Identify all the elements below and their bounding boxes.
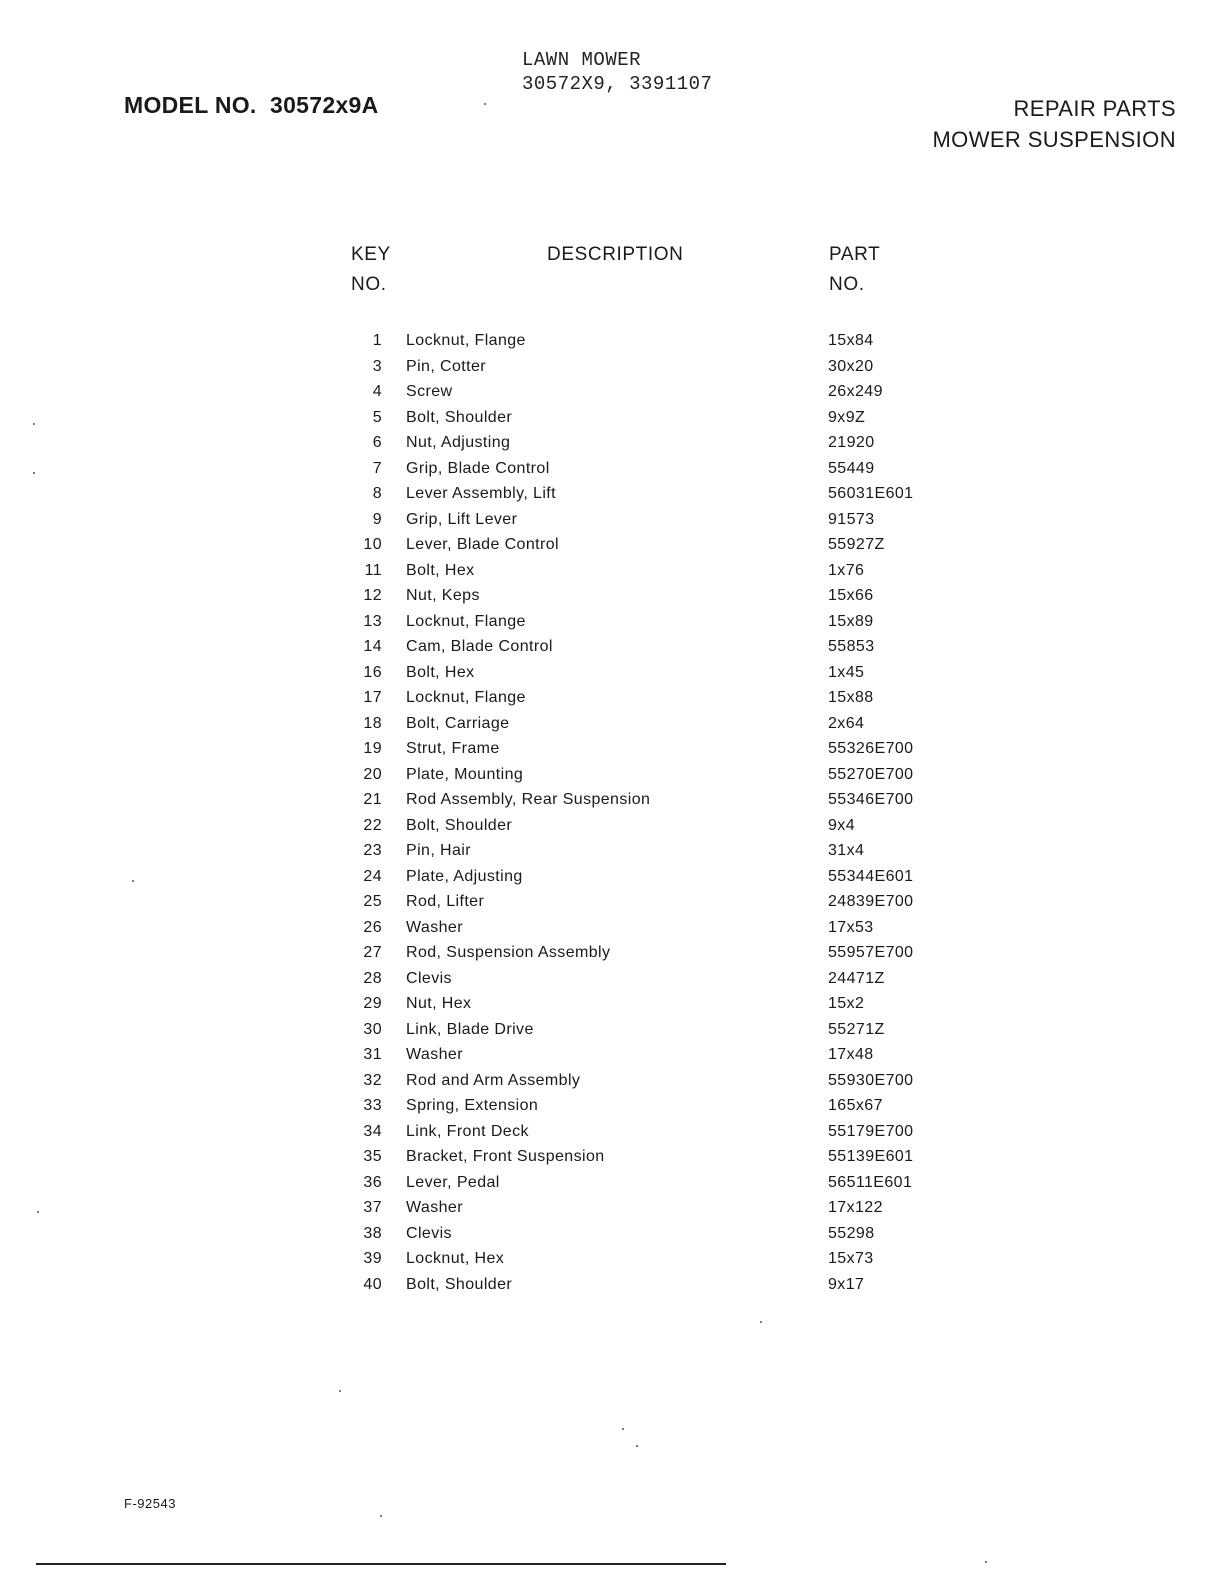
part-number: 15x66 (828, 587, 874, 604)
scan-speck (132, 880, 134, 882)
part-description: Grip, Blade Control (406, 459, 550, 477)
table-row (340, 328, 980, 354)
key-number: 18 (363, 714, 382, 732)
part-number: 55139E601 (828, 1148, 914, 1165)
key-number: 28 (363, 969, 382, 987)
key-number: 34 (363, 1122, 382, 1140)
part-description: Nut, Adjusting (406, 434, 511, 451)
part-description: Locknut, Flange (406, 612, 526, 630)
part-number: 55927Z (828, 536, 885, 553)
key-column-header (351, 240, 391, 300)
part-number: 55270E700 (828, 765, 914, 783)
part-number: 55344E601 (828, 867, 914, 885)
table-row (340, 1093, 980, 1119)
model-number: MODEL NO. 30572x9A (124, 92, 379, 118)
key-number: 9 (372, 510, 382, 528)
table-row (340, 940, 980, 966)
part-description: Strut, Frame (406, 740, 500, 757)
table-row (340, 354, 980, 380)
section-subtitle: MOWER SUSPENSION (932, 127, 1176, 152)
key-number: 7 (372, 459, 382, 477)
part-description: Washer (406, 1046, 463, 1063)
part-number: 55957E700 (828, 944, 914, 961)
part-number: 2x64 (828, 714, 865, 732)
key-number: 4 (372, 383, 382, 400)
part-description: Washer (406, 1199, 463, 1216)
product-title-block (522, 48, 712, 96)
scan-speck (33, 423, 35, 425)
table-row (340, 1119, 980, 1145)
part-number: 17x122 (828, 1199, 883, 1216)
part-number: 24471Z (828, 969, 885, 987)
table-row (340, 558, 980, 584)
key-number: 26 (363, 918, 382, 936)
part-number: 55326E700 (828, 740, 914, 757)
part-description: Lever Assembly, Lift (406, 485, 556, 502)
table-row (340, 966, 980, 992)
scan-speck (33, 472, 35, 474)
table-row (340, 660, 980, 686)
table-row (340, 838, 980, 864)
section-title: REPAIR PARTS (1013, 96, 1176, 121)
scan-speck (985, 1561, 987, 1563)
table-row (340, 915, 980, 941)
part-description: Link, Front Deck (406, 1122, 529, 1140)
part-description: Bolt, Shoulder (406, 1275, 513, 1293)
part-number: 26x249 (828, 383, 883, 400)
key-number: 25 (363, 893, 382, 910)
key-number: 36 (363, 1173, 382, 1191)
table-row (340, 507, 980, 533)
key-number: 3 (372, 357, 382, 375)
part-number: 15x88 (828, 689, 874, 706)
section-heading (932, 93, 1176, 155)
table-row (340, 1068, 980, 1094)
table-row (340, 1272, 980, 1298)
table-row (340, 1170, 980, 1196)
part-number: 9x9Z (828, 408, 866, 426)
part-header-line2: NO. (829, 274, 865, 295)
key-number: 29 (363, 995, 382, 1012)
table-row (340, 889, 980, 915)
part-description: Bolt, Shoulder (406, 408, 513, 426)
key-header-line1: KEY (351, 244, 391, 265)
key-number: 8 (372, 485, 382, 502)
part-description: Pin, Cotter (406, 357, 486, 375)
part-description: Clevis (406, 969, 452, 987)
part-description: Pin, Hair (406, 842, 471, 859)
scan-speck (760, 1321, 762, 1323)
scan-speck (380, 1515, 382, 1517)
part-description: Bolt, Shoulder (406, 816, 513, 834)
scan-speck (622, 1428, 624, 1430)
key-number: 22 (363, 816, 382, 834)
product-model-numbers: 30572X9, 3391107 (522, 73, 713, 95)
key-number: 38 (363, 1224, 382, 1242)
key-number: 10 (363, 536, 382, 553)
part-description: Bolt, Carriage (406, 714, 510, 732)
key-number: 39 (363, 1250, 382, 1267)
part-description: Plate, Mounting (406, 765, 524, 783)
table-row (340, 711, 980, 737)
part-number: 15x84 (828, 332, 874, 349)
part-number: 56031E601 (828, 485, 914, 502)
table-row (340, 430, 980, 456)
part-description: Spring, Extension (406, 1097, 539, 1114)
part-description: Locknut, Hex (406, 1250, 505, 1267)
key-number: 23 (363, 842, 382, 859)
key-number: 1 (372, 332, 382, 349)
part-number: 9x4 (828, 816, 855, 834)
part-number: 24839E700 (828, 893, 914, 910)
table-row (340, 405, 980, 431)
table-row (340, 583, 980, 609)
part-description: Lever, Pedal (406, 1173, 500, 1191)
key-number: 5 (372, 408, 382, 426)
table-row (340, 379, 980, 405)
part-description: Bracket, Front Suspension (406, 1148, 605, 1165)
part-description: Screw (406, 383, 453, 400)
part-number: 1x76 (828, 561, 865, 579)
table-row (340, 864, 980, 890)
key-number: 24 (363, 867, 382, 885)
part-number: 1x45 (828, 663, 865, 681)
part-description: Rod Assembly, Rear Suspension (406, 791, 651, 808)
table-row (340, 1246, 980, 1272)
table-row (340, 634, 980, 660)
table-row (340, 532, 980, 558)
part-description: Washer (406, 918, 463, 936)
part-description: Cam, Blade Control (406, 638, 553, 655)
table-row (340, 813, 980, 839)
part-number: 9x17 (828, 1275, 865, 1293)
key-number: 27 (363, 944, 382, 961)
part-number: 17x53 (828, 918, 874, 936)
part-description: Plate, Adjusting (406, 867, 523, 885)
part-description: Nut, Hex (406, 995, 472, 1012)
key-number: 31 (363, 1046, 382, 1063)
key-number: 17 (363, 689, 382, 706)
part-column-header (829, 240, 880, 300)
table-row (340, 1042, 980, 1068)
part-description: Bolt, Hex (406, 561, 475, 579)
part-number: 15x73 (828, 1250, 874, 1267)
part-description: Grip, Lift Lever (406, 510, 518, 528)
part-number: 55930E700 (828, 1071, 914, 1089)
table-row (340, 456, 980, 482)
table-row (340, 1144, 980, 1170)
key-number: 30 (363, 1020, 382, 1038)
part-description: Bolt, Hex (406, 663, 475, 681)
part-description: Clevis (406, 1224, 452, 1242)
key-number: 19 (363, 740, 382, 757)
part-description: Nut, Keps (406, 587, 480, 604)
key-number: 12 (363, 587, 382, 604)
part-number: 55179E700 (828, 1122, 914, 1140)
part-number: 31x4 (828, 842, 865, 859)
key-number: 40 (363, 1275, 382, 1293)
table-row (340, 1195, 980, 1221)
part-description: Rod, Lifter (406, 893, 485, 910)
table-row (340, 685, 980, 711)
key-number: 14 (363, 638, 382, 655)
key-number: 11 (364, 561, 382, 579)
part-number: 91573 (828, 510, 875, 528)
part-description: Lever, Blade Control (406, 536, 559, 553)
table-row (340, 1221, 980, 1247)
table-row (340, 481, 980, 507)
key-number: 13 (363, 612, 382, 630)
scan-speck (339, 1390, 341, 1392)
part-number: 55449 (828, 459, 875, 477)
key-number: 21 (363, 791, 382, 808)
key-number: 6 (372, 434, 382, 451)
part-number: 55853 (828, 638, 875, 655)
part-description: Rod and Arm Assembly (406, 1071, 581, 1089)
part-number: 15x89 (828, 612, 874, 630)
key-number: 37 (363, 1199, 382, 1216)
form-code: F-92543 (124, 1496, 176, 1511)
scan-speck (636, 1445, 638, 1447)
description-column-header: DESCRIPTION (547, 244, 684, 265)
product-name: LAWN MOWER (522, 49, 642, 71)
key-number: 33 (363, 1097, 382, 1114)
table-row (340, 787, 980, 813)
table-row (340, 991, 980, 1017)
part-number: 15x2 (828, 995, 865, 1012)
scan-speck (484, 103, 486, 105)
part-header-line1: PART (829, 244, 881, 265)
part-description: Locknut, Flange (406, 689, 526, 706)
table-row (340, 1017, 980, 1043)
part-number: 55298 (828, 1224, 875, 1242)
part-number: 30x20 (828, 357, 874, 375)
key-number: 16 (363, 663, 382, 681)
table-row (340, 762, 980, 788)
part-description: Locknut, Flange (406, 332, 526, 349)
parts-list (340, 328, 980, 1297)
part-description: Link, Blade Drive (406, 1020, 534, 1038)
part-number: 21920 (828, 434, 875, 451)
key-header-line2: NO. (351, 274, 387, 295)
key-number: 20 (363, 765, 382, 783)
part-number: 165x67 (828, 1097, 883, 1114)
part-number: 55346E700 (828, 791, 914, 808)
scan-speck (37, 1211, 39, 1213)
key-number: 32 (363, 1071, 382, 1089)
table-row (340, 609, 980, 635)
table-row (340, 736, 980, 762)
part-number: 56511E601 (828, 1173, 913, 1191)
part-number: 55271Z (828, 1020, 885, 1038)
bottom-rule (36, 1563, 726, 1565)
part-number: 17x48 (828, 1046, 874, 1063)
part-description: Rod, Suspension Assembly (406, 944, 611, 961)
key-number: 35 (363, 1148, 382, 1165)
